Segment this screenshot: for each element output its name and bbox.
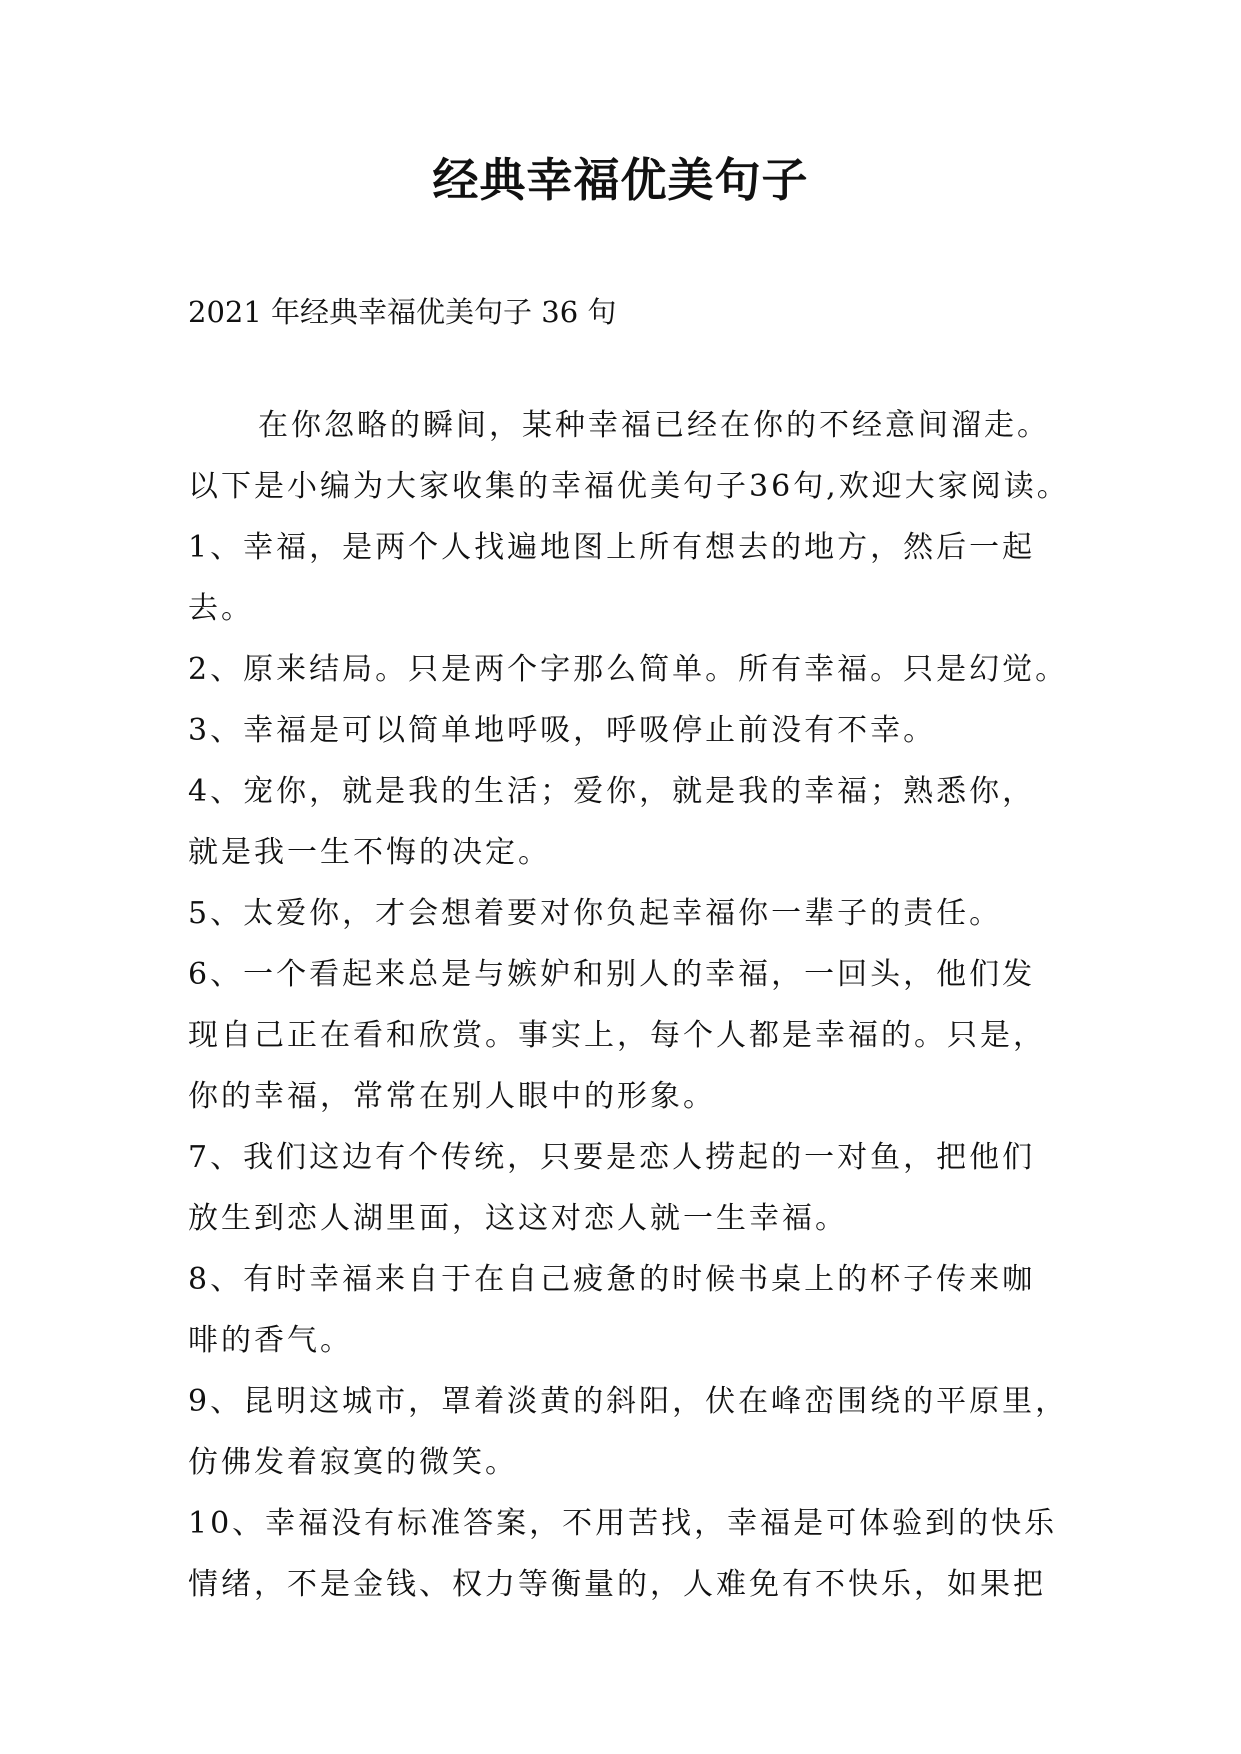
paragraph-line: 就是我一生不悔的决定。 — [188, 835, 551, 870]
document-title: 经典幸福优美句子 — [432, 153, 809, 207]
paragraph-line: 你的幸福，常常在别人眼中的形象。 — [188, 1079, 716, 1114]
paragraph-line: 啡的香气。 — [188, 1323, 353, 1358]
paragraph-line: 去。 — [188, 591, 254, 626]
paragraph-line: 情绪，不是金钱、权力等衡量的，人难免有不快乐，如果把 — [188, 1567, 1046, 1602]
paragraph-line: 放生到恋人湖里面，这这对恋人就一生幸福。 — [188, 1201, 848, 1236]
paragraph-line: 5、太爱你，才会想着要对你负起幸福你一辈子的责任。 — [188, 896, 1003, 931]
paragraph-line: 3、幸福是可以简单地呼吸，呼吸停止前没有不幸。 — [188, 713, 937, 748]
paragraph-line: 2、原来结局。只是两个字那么简单。所有幸福。只是幻觉。 — [188, 652, 1069, 687]
paragraph-line: 4、宠你，就是我的生活；爱你，就是我的幸福；熟悉你， — [188, 774, 1036, 809]
paragraph-line: 9、昆明这城市，罩着淡黄的斜阳，伏在峰峦围绕的平原里， — [188, 1384, 1069, 1419]
paragraph-line: 在你忽略的瞬间，某种幸福已经在你的不经意间溜走。 — [258, 408, 1050, 443]
paragraph-line: 仿佛发着寂寞的微笑。 — [188, 1445, 518, 1480]
paragraph-line: 现自己正在看和欣赏。事实上，每个人都是幸福的。只是， — [188, 1018, 1046, 1053]
paragraph-line: 8、有时幸福来自于在自己疲惫的时候书桌上的杯子传来咖 — [188, 1262, 1036, 1297]
document-subtitle: 2021 年经典幸福优美句子 36 句 — [188, 295, 617, 329]
paragraph-line: 1、幸福，是两个人找遍地图上所有想去的地方，然后一起 — [188, 530, 1036, 565]
paragraph-line: 10、幸福没有标准答案，不用苦找，幸福是可体验到的快乐 — [188, 1506, 1058, 1541]
paragraph-line: 以下是小编为大家收集的幸福优美句子36句,欢迎大家阅读。 — [188, 469, 1070, 504]
paragraph-line: 6、一个看起来总是与嫉妒和别人的幸福，一回头，他们发 — [188, 957, 1036, 992]
paragraph-line: 7、我们这边有个传统，只要是恋人捞起的一对鱼，把他们 — [188, 1140, 1036, 1175]
